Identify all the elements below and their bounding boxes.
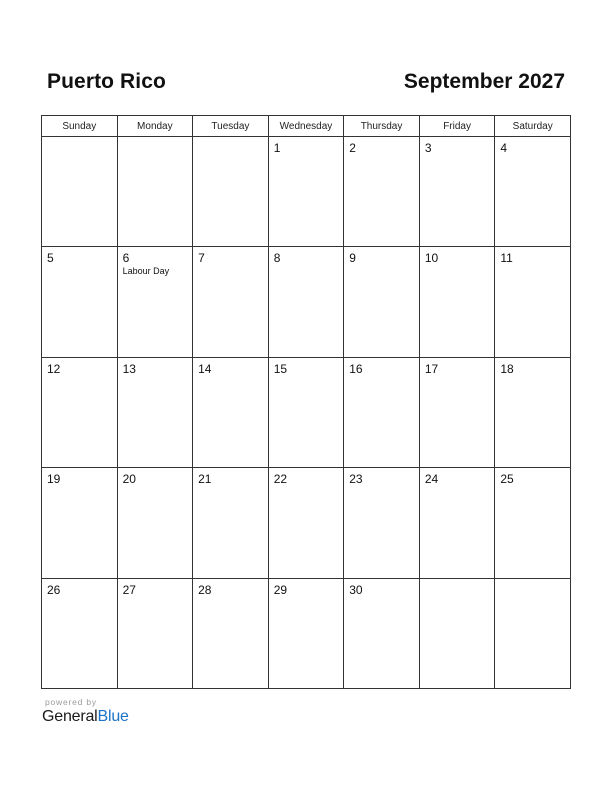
day-cell bbox=[193, 578, 269, 688]
day-number: 22 bbox=[273, 472, 288, 487]
week-row bbox=[42, 247, 571, 357]
day-cell bbox=[344, 357, 420, 467]
weekday-header-thursday: Thursday bbox=[344, 116, 420, 137]
day-cell bbox=[344, 137, 420, 247]
day-number: 17 bbox=[424, 361, 439, 376]
week-row bbox=[42, 357, 571, 467]
day-number: 1 bbox=[273, 141, 281, 155]
day-cell bbox=[419, 357, 495, 467]
calendar-body bbox=[42, 137, 571, 689]
day-number: 3 bbox=[424, 141, 432, 155]
weekday-header-monday: Monday bbox=[117, 116, 193, 137]
day-number: 24 bbox=[424, 472, 439, 487]
day-cell bbox=[344, 247, 420, 357]
day-cell bbox=[42, 247, 118, 357]
day-number: 20 bbox=[122, 472, 136, 487]
day-cell bbox=[344, 468, 420, 578]
day-cell bbox=[419, 247, 495, 357]
day-number: 28 bbox=[198, 582, 212, 597]
day-cell bbox=[495, 137, 571, 247]
day-number: 12 bbox=[47, 361, 61, 376]
day-number: 4 bbox=[500, 141, 508, 155]
day-cell bbox=[268, 357, 344, 467]
day-cell bbox=[117, 247, 193, 357]
calendar-grid bbox=[41, 115, 571, 689]
day-cell bbox=[42, 357, 118, 467]
footer-branding bbox=[42, 697, 129, 726]
week-row bbox=[42, 578, 571, 688]
brand-logo bbox=[42, 708, 129, 726]
day-number: 29 bbox=[273, 582, 288, 597]
day-number: 30 bbox=[349, 582, 363, 597]
empty-day-cell bbox=[193, 137, 269, 247]
weekday-header-tuesday: Tuesday bbox=[193, 116, 269, 137]
day-cell bbox=[268, 578, 344, 688]
day-cell bbox=[42, 578, 118, 688]
day-number: 21 bbox=[198, 472, 212, 487]
day-number: 19 bbox=[47, 472, 61, 487]
weekday-header-wednesday: Wednesday bbox=[268, 116, 344, 137]
day-cell bbox=[419, 137, 495, 247]
day-number: 8 bbox=[273, 251, 281, 266]
day-cell bbox=[268, 137, 344, 247]
empty-day-cell bbox=[42, 137, 118, 247]
day-number: 9 bbox=[349, 251, 356, 266]
day-cell bbox=[117, 468, 193, 578]
day-number: 13 bbox=[122, 361, 136, 376]
day-cell bbox=[495, 357, 571, 467]
day-cell bbox=[117, 578, 193, 688]
day-cell bbox=[193, 357, 269, 467]
weekday-header-sunday: Sunday bbox=[42, 116, 118, 137]
empty-day-cell bbox=[419, 578, 495, 688]
day-cell bbox=[117, 357, 193, 467]
day-number: 10 bbox=[424, 251, 439, 266]
week-row bbox=[42, 137, 571, 247]
day-number: 27 bbox=[122, 582, 136, 597]
day-number: 16 bbox=[349, 361, 363, 376]
day-cell bbox=[495, 468, 571, 578]
day-cell bbox=[344, 578, 420, 688]
day-cell bbox=[193, 468, 269, 578]
day-number: 18 bbox=[500, 361, 514, 376]
day-cell bbox=[268, 468, 344, 578]
day-number: 14 bbox=[198, 361, 212, 376]
empty-day-cell bbox=[117, 137, 193, 247]
day-number: 26 bbox=[47, 582, 61, 597]
day-number: 15 bbox=[273, 361, 288, 376]
calendar-month-title: September 2027 bbox=[403, 70, 565, 93]
week-row bbox=[42, 468, 571, 578]
day-number: 23 bbox=[349, 472, 363, 487]
brand-blue-text: Blue bbox=[97, 708, 129, 725]
calendar-country-title: Puerto Rico bbox=[47, 70, 166, 93]
holiday-label: Labour Day bbox=[122, 266, 170, 277]
day-number: 6 bbox=[122, 251, 130, 266]
day-number: 25 bbox=[500, 472, 514, 487]
day-cell bbox=[495, 247, 571, 357]
day-number: 11 bbox=[500, 251, 513, 266]
day-cell bbox=[42, 468, 118, 578]
day-cell bbox=[193, 247, 269, 357]
weekday-header-saturday: Saturday bbox=[495, 116, 571, 137]
powered-by-text: powered by bbox=[45, 697, 97, 707]
day-cell bbox=[268, 247, 344, 357]
brand-general-text: General bbox=[42, 708, 98, 725]
day-number: 2 bbox=[349, 141, 356, 155]
day-cell bbox=[419, 468, 495, 578]
empty-day-cell bbox=[495, 578, 571, 688]
weekday-header-friday: Friday bbox=[419, 116, 495, 137]
weekday-header-row bbox=[42, 116, 571, 137]
day-number: 7 bbox=[198, 251, 205, 266]
day-number: 5 bbox=[47, 251, 54, 266]
